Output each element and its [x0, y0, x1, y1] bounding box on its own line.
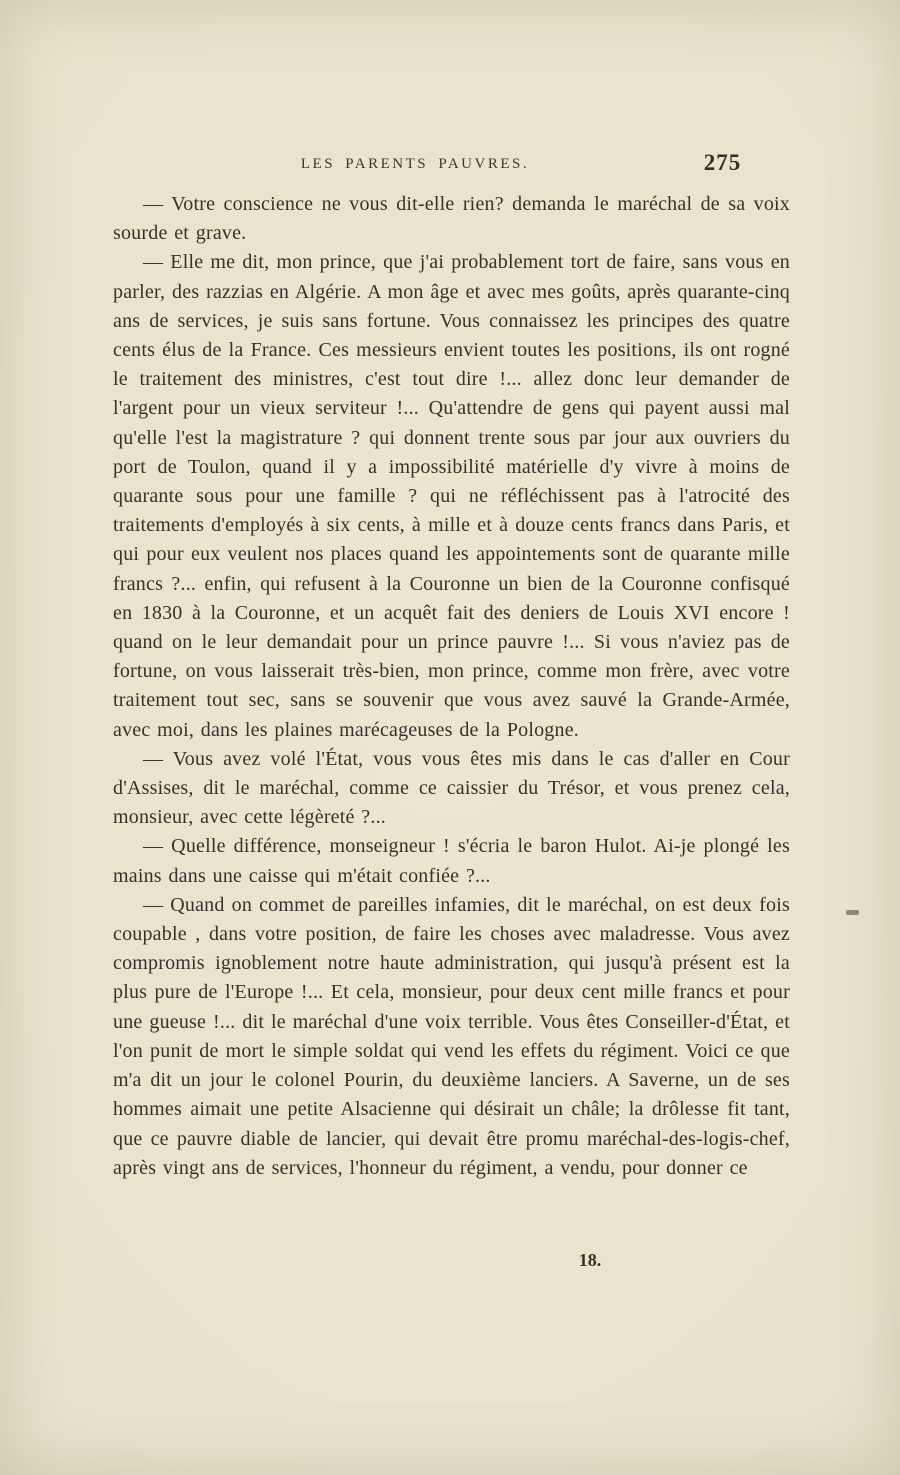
paragraph: — Votre conscience ne vous dit-elle rien? demanda le maréchal de sa voix sourde et grave.: [113, 193, 790, 245]
paragraph: — Vous avez volé l'État, vous vous êtes mis dans le cas d'aller en Cour d'Assises, dit le maréchal, comme ce caissier du Trésor, et vous prenez cela, monsieur, avec cette légèreté ?...: [113, 747, 790, 829]
signature-mark: 18.: [578, 1250, 602, 1270]
scan-artifact-mark: [846, 910, 859, 915]
page-number: 275: [703, 150, 742, 175]
running-title: LES PARENTS PAUVRES.: [300, 156, 530, 172]
paragraph: — Quelle différence, monseigneur ! s'écria le baron Hulot. Ai-je plongé les mains dans une caisse qui m'était confiée ?...: [113, 835, 790, 887]
text-block: [113, 190, 790, 1183]
paragraph: — Elle me dit, mon prince, que j'ai probablement tort de faire, sans vous en parler, des razzias en Algérie. A mon âge et avec mes goûts, après quarante-cinq ans de services, je suis sans fortune. Vous connaissez les principes des quatre cents élus de la France. Ces messieurs envient toutes les positions, ils ont rogné le traitement des ministres, c'est tout dire !... allez donc leur demander de l'argent pour un vieux serviteur !... Qu'attendre de gens qui payent aussi mal qu'elle l'est la magistrature ? qui donnent trente sous par jour aux ouvriers du port de Toulon, quand il y a impossibilité matérielle d'y vivre à moins de quarante sous pour une famille ? qui ne réfléchissent pas à l'atrocité des traitements d'employés à six cents, à mille et à douze cents francs dans Paris, et qui pour eux veulent nos places quand les appointements sont de quarante mille francs ?... enfin, qui refusent à la Couronne un bien de la Couronne confisqué en 1830 à la Couronne, et un acquêt fait des deniers de Louis XVI encore ! quand on le leur demandait pour un prince pauvre !... Si vous n'aviez pas de fortune, on vous laisserait très-bien, mon prince, comme mon frère, avec votre traitement tout sec, sans se souvenir que vous avez sauvé la Grande-Armée, avec moi, dans les plaines marécageuses de la Pologne.: [113, 251, 790, 741]
paragraph: — Quand on commet de pareilles infamies, dit le maréchal, on est deux fois coupable , dans votre position, de faire les choses avec maladresse. Vous avez compromis ignoblement notre haute administration, qui jusqu'à présent est la plus pure de l'Europe !... Et cela, monsieur, pour deux cent mille francs et pour une gueuse !... dit le maréchal d'une voix terrible. Vous êtes Conseiller-d'État, et l'on punit de mort le simple soldat qui vend les effets du régiment. Voici ce que m'a dit un jour le colonel Pourin, du deuxième lanciers. A Saverne, un de ses hommes aimait une petite Alsacienne qui désirait un châle; la drôlesse fit tant, que ce pauvre diable de lancier, qui devait être promu maréchal-des-logis-chef, après vingt ans de services, l'honneur du régiment, a vendu, pour donner ce: [113, 893, 790, 1179]
page-header: [115, 150, 790, 180]
